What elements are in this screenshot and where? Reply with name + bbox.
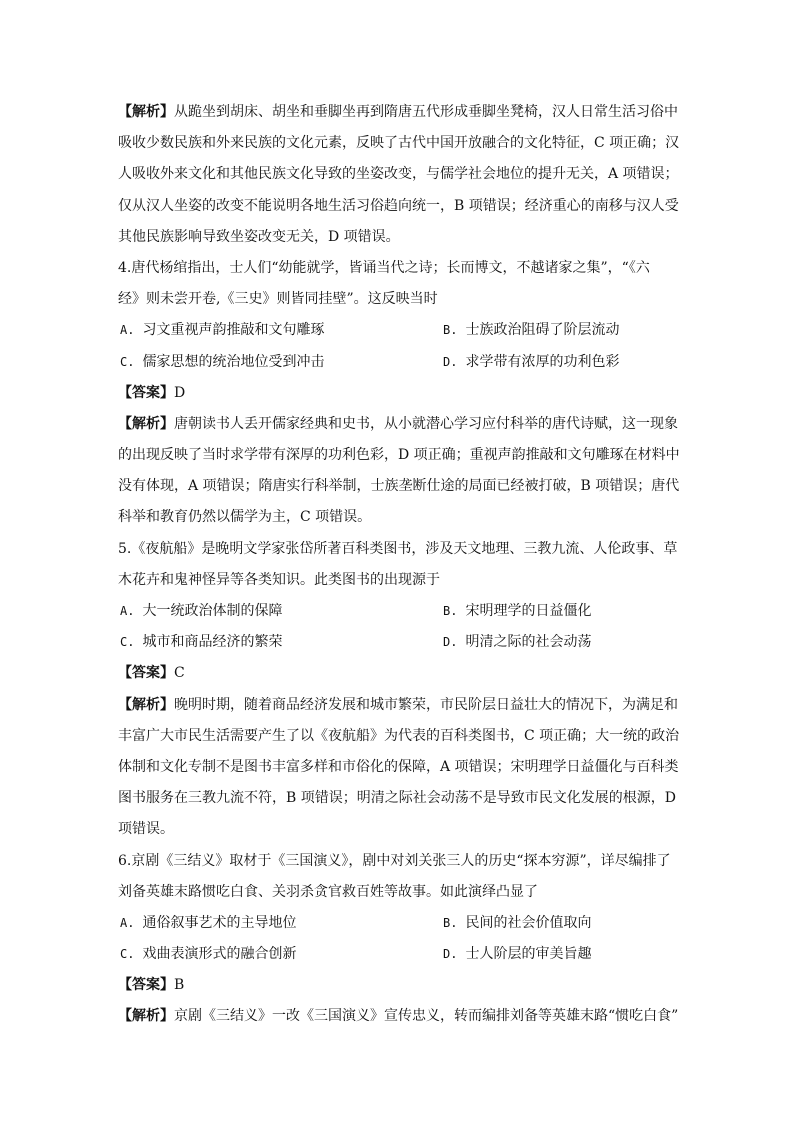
option-a: A. 习文重视声韵推敲和文句雕琢 xyxy=(120,322,325,339)
answer-line: 【答案】C xyxy=(118,665,185,682)
answer-line: 【答案】B xyxy=(118,977,185,994)
answer-value: D xyxy=(174,384,186,401)
options-row xyxy=(118,939,678,970)
answer-line: 【答案】D xyxy=(118,384,186,401)
options-row xyxy=(118,596,678,627)
explanation-line: 项错误。 xyxy=(118,821,174,838)
explanation-line: 科举和教育仍然以儒学为主，C 项错误。 xyxy=(118,509,372,526)
option-a: A. 通俗叙事艺术的主导地位 xyxy=(120,914,297,931)
option-b: B. 宋明理学的日益僵化 xyxy=(443,603,592,619)
question-stem: 4.唐代杨绾指出，士人们“幼能就学，皆诵当代之诗；长而博文，不越诸家之集”，“《六 xyxy=(118,259,650,276)
explanation-line: 其他民族影响导致坐姿改变无关，D 项错误。 xyxy=(118,228,400,245)
option-d: D. 明清之际的社会动荡 xyxy=(443,634,592,651)
options-row xyxy=(118,908,678,939)
options-row xyxy=(118,315,678,346)
answer-value: C xyxy=(174,665,185,682)
explanation-tag: 【解析】 xyxy=(118,104,174,120)
explanation-line: 【解析】晚明时期，随着商品经济发展和城市繁荣，市民阶层日益壮大的情况下，为满足和 xyxy=(118,696,678,713)
explanation-line: 丰富广大市民生活需要产生了以《夜航船》为代表的百科类图书，C 项正确；大一统的政治 xyxy=(118,727,680,744)
option-b: B. 士族政治阻碍了阶层流动 xyxy=(443,322,620,339)
question-stem: 5.《夜航船》是晚明文学家张岱所著百科类图书，涉及天文地理、三教九流、人伦政事、草 xyxy=(118,540,678,557)
explanation-line: 图书服务在三教九流不符，B 项错误；明清之际社会动荡不是导致市民文化发展的根源，D xyxy=(118,790,676,807)
option-a: A. 大一统政治体制的保障 xyxy=(120,603,283,619)
explanation-line: 人吸收外来文化和其他民族文化导致的坐姿改变，与儒学社会地位的提升无关，A 项错误； xyxy=(118,166,679,183)
explanation-line: 【解析】京剧《三结义》一改《三国演义》宣传忠义，转而编排刘备等英雄末路“惯吃白食” xyxy=(118,1008,679,1025)
question-stem: 刘备英雄末路惯吃白食、关羽杀贪官救百姓等故事。如此演绎凸显了 xyxy=(118,883,538,900)
explanation-line: 【解析】唐朝读书人丢开儒家经典和史书，从小就潜心学习应付科举的唐代诗赋，这一现象 xyxy=(118,415,678,432)
option-c: C. 儒家思想的统治地位受到冲击 xyxy=(120,353,325,370)
option-c: C. 城市和商品经济的繁荣 xyxy=(120,634,283,651)
explanation-line: 的出现反映了当时求学带有深厚的功利色彩，D 项正确；重视声韵推敲和文句雕琢在材料中 xyxy=(118,447,680,464)
explanation-line: 没有体现，A 项错误；隋唐实行科举制，士族垄断仕途的局面已经被打破，B 项错误；唐代 xyxy=(118,478,680,495)
question-stem: 经》则未尝开卷,《三史》则皆同挂壁”。这反映当时 xyxy=(118,291,438,308)
explanation-line: 吸收少数民族和外来民族的文化元素，反映了古代中国开放融合的文化特征，C 项正确；汉 xyxy=(118,135,680,152)
explanation-line: 仅从汉人坐姿的改变不能说明各地生活习俗趋向统一，B 项错误；经济重心的南移与汉人受 xyxy=(118,197,679,214)
question-stem: 木花卉和鬼神怪异等各类知识。此类图书的出现源于 xyxy=(118,571,440,588)
option-c: C. 戏曲表演形式的融合创新 xyxy=(120,946,297,963)
answer-value: B xyxy=(174,977,185,994)
explanation-line: 体制和文化专制不是图书丰富多样和市俗化的保障，A 项错误；宋明理学日益僵化与百科类 xyxy=(118,758,679,775)
exam-page xyxy=(118,97,678,1033)
options-row xyxy=(118,347,678,378)
option-d: D. 求学带有浓厚的功利色彩 xyxy=(443,353,620,370)
question-stem: 6.京剧《三结义》取材于《三国演义》，剧中对刘关张三人的历史“探本穷源”，详尽编排了 xyxy=(118,852,671,869)
explanation-line: 【解析】从跪坐到胡床、胡坐和垂脚坐再到隋唐五代形成垂脚坐凳椅，汉人日常生活习俗中 xyxy=(118,104,678,120)
options-row xyxy=(118,627,678,658)
option-b: B. 民间的社会价值取向 xyxy=(443,914,592,931)
option-d: D. 士人阶层的审美旨趣 xyxy=(443,946,592,963)
